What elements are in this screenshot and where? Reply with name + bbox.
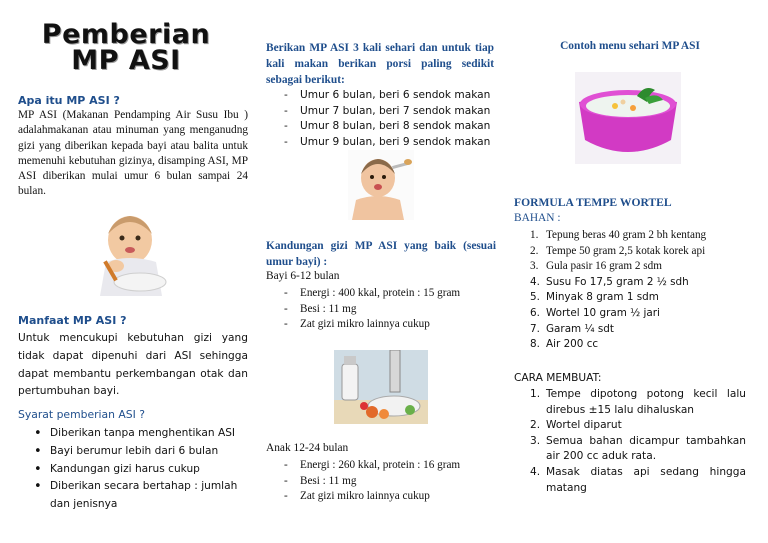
schedule-heading: Berikan MP ASI 3 kali sehari dan untuk tiap kali makan berikan porsi paling sedikit sebagai berikut:	[266, 42, 494, 86]
baby-food-bowl-photo	[575, 72, 681, 164]
list-item: 6. Wortel 10 gram ½ jari	[530, 306, 660, 319]
list-item: - Umur 8 bulan, beri 8 sendok makan	[282, 119, 496, 135]
list-item: - Energi : 400 kkal, protein : 15 gram	[282, 286, 494, 302]
requirements-list	[18, 425, 250, 514]
method-label: CARA MEMBUAT:	[514, 372, 602, 384]
list-item: 2. Wortel diparut	[530, 419, 622, 432]
benefit-heading: Manfaat MP ASI ?	[18, 314, 127, 327]
nutrition-heading: Kandungan gizi MP ASI yang baik (sesuai umur bayi) :	[266, 240, 496, 268]
list-item: - Umur 9 bulan, beri 9 sendok makan	[282, 135, 496, 151]
list-item: 4. Susu Fo 17,5 gram 2 ½ sdh	[530, 275, 689, 288]
age-group-1-label: Bayi 6-12 bulan	[266, 270, 340, 282]
list-item: 4. Masak diatas api sedang hingga matang	[530, 465, 746, 494]
list-item: - Zat gizi mikro lainnya cukup	[282, 317, 494, 333]
what-heading: Apa itu MP ASI ?	[18, 94, 120, 107]
list-item: • Kandungan gizi harus cukup	[18, 461, 250, 479]
list-item: - Umur 6 bulan, beri 6 sendok makan	[282, 88, 496, 104]
age-group-2-list	[282, 458, 494, 505]
age-group-1-list	[282, 286, 494, 333]
list-item: 5. Minyak 8 gram 1 sdm	[530, 291, 659, 304]
list-item: • Bayi berumur lebih dari 6 bulan	[18, 443, 250, 461]
list-item: - Besi : 11 mg	[282, 302, 494, 318]
what-text: MP ASI (Makanan Pendamping Air Susu Ibu ) adalahmakanan atau minuman yang menganudng gizi yang diberikan kepada bayi atau balita untuk memenuhi kebutuhan gizinya, disamping ASI, MP ASI diberikan mulai umur 6 bulan sampai 24 bulan.	[18, 109, 248, 198]
list-item: - Energi : 260 kkal, protein : 16 gram	[282, 458, 494, 474]
baby-spoon-photo	[348, 150, 414, 220]
recipe-title: FORMULA TEMPE WORTEL	[514, 196, 672, 209]
list-item: 3. Gula pasir 16 gram 2 sdm	[530, 260, 662, 273]
menu-heading: Contoh menu sehari MP ASI	[560, 40, 700, 52]
benefit-text: Untuk mencukupi kebutuhan gizi yang tidak dapat dipenuhi dari ASI sehingga dapat membantu perkembangan otak dan pertumbuhan bayi.	[18, 332, 248, 398]
baby-food-blender-photo	[334, 350, 428, 424]
list-item: 3. Semua bahan dicampur tambahkan air 200 cc aduk rata.	[530, 434, 746, 463]
list-item: - Umur 7 bulan, beri 7 sendok makan	[282, 104, 496, 120]
ingredients-label: BAHAN :	[514, 212, 561, 224]
list-item: - Zat gizi mikro lainnya cukup	[282, 489, 494, 505]
age-group-2-label: Anak 12-24 bulan	[266, 442, 349, 454]
baby-eating-photo	[86, 204, 180, 296]
requirements-heading: Syarat pemberian ASI ?	[18, 408, 146, 421]
list-item: - Besi : 11 mg	[282, 474, 494, 490]
brochure-title	[20, 19, 232, 76]
method-steps	[514, 387, 746, 496]
list-item: • Diberikan tanpa menghentikan ASI	[18, 425, 250, 443]
list-item: 1. Tempe dipotong potong kecil lalu direbus ±15 lalu dihaluskan	[530, 388, 746, 416]
list-item: 1. Tepung beras 40 gram 2 bh kentang	[530, 229, 707, 241]
list-item: 7. Garam ¼ sdt	[530, 322, 614, 335]
list-item: 2. Tempe 50 gram 2,5 kotak korek api	[530, 244, 706, 257]
list-item: 8. Air 200 cc	[530, 338, 599, 351]
schedule-list	[282, 88, 496, 150]
title-line-1: Pemberian	[41, 19, 211, 50]
title-line-2: MP ASI	[71, 45, 181, 76]
ingredients-list	[514, 228, 746, 353]
list-item: • Diberikan secara bertahap : jumlah dan jenisnya	[18, 478, 250, 514]
